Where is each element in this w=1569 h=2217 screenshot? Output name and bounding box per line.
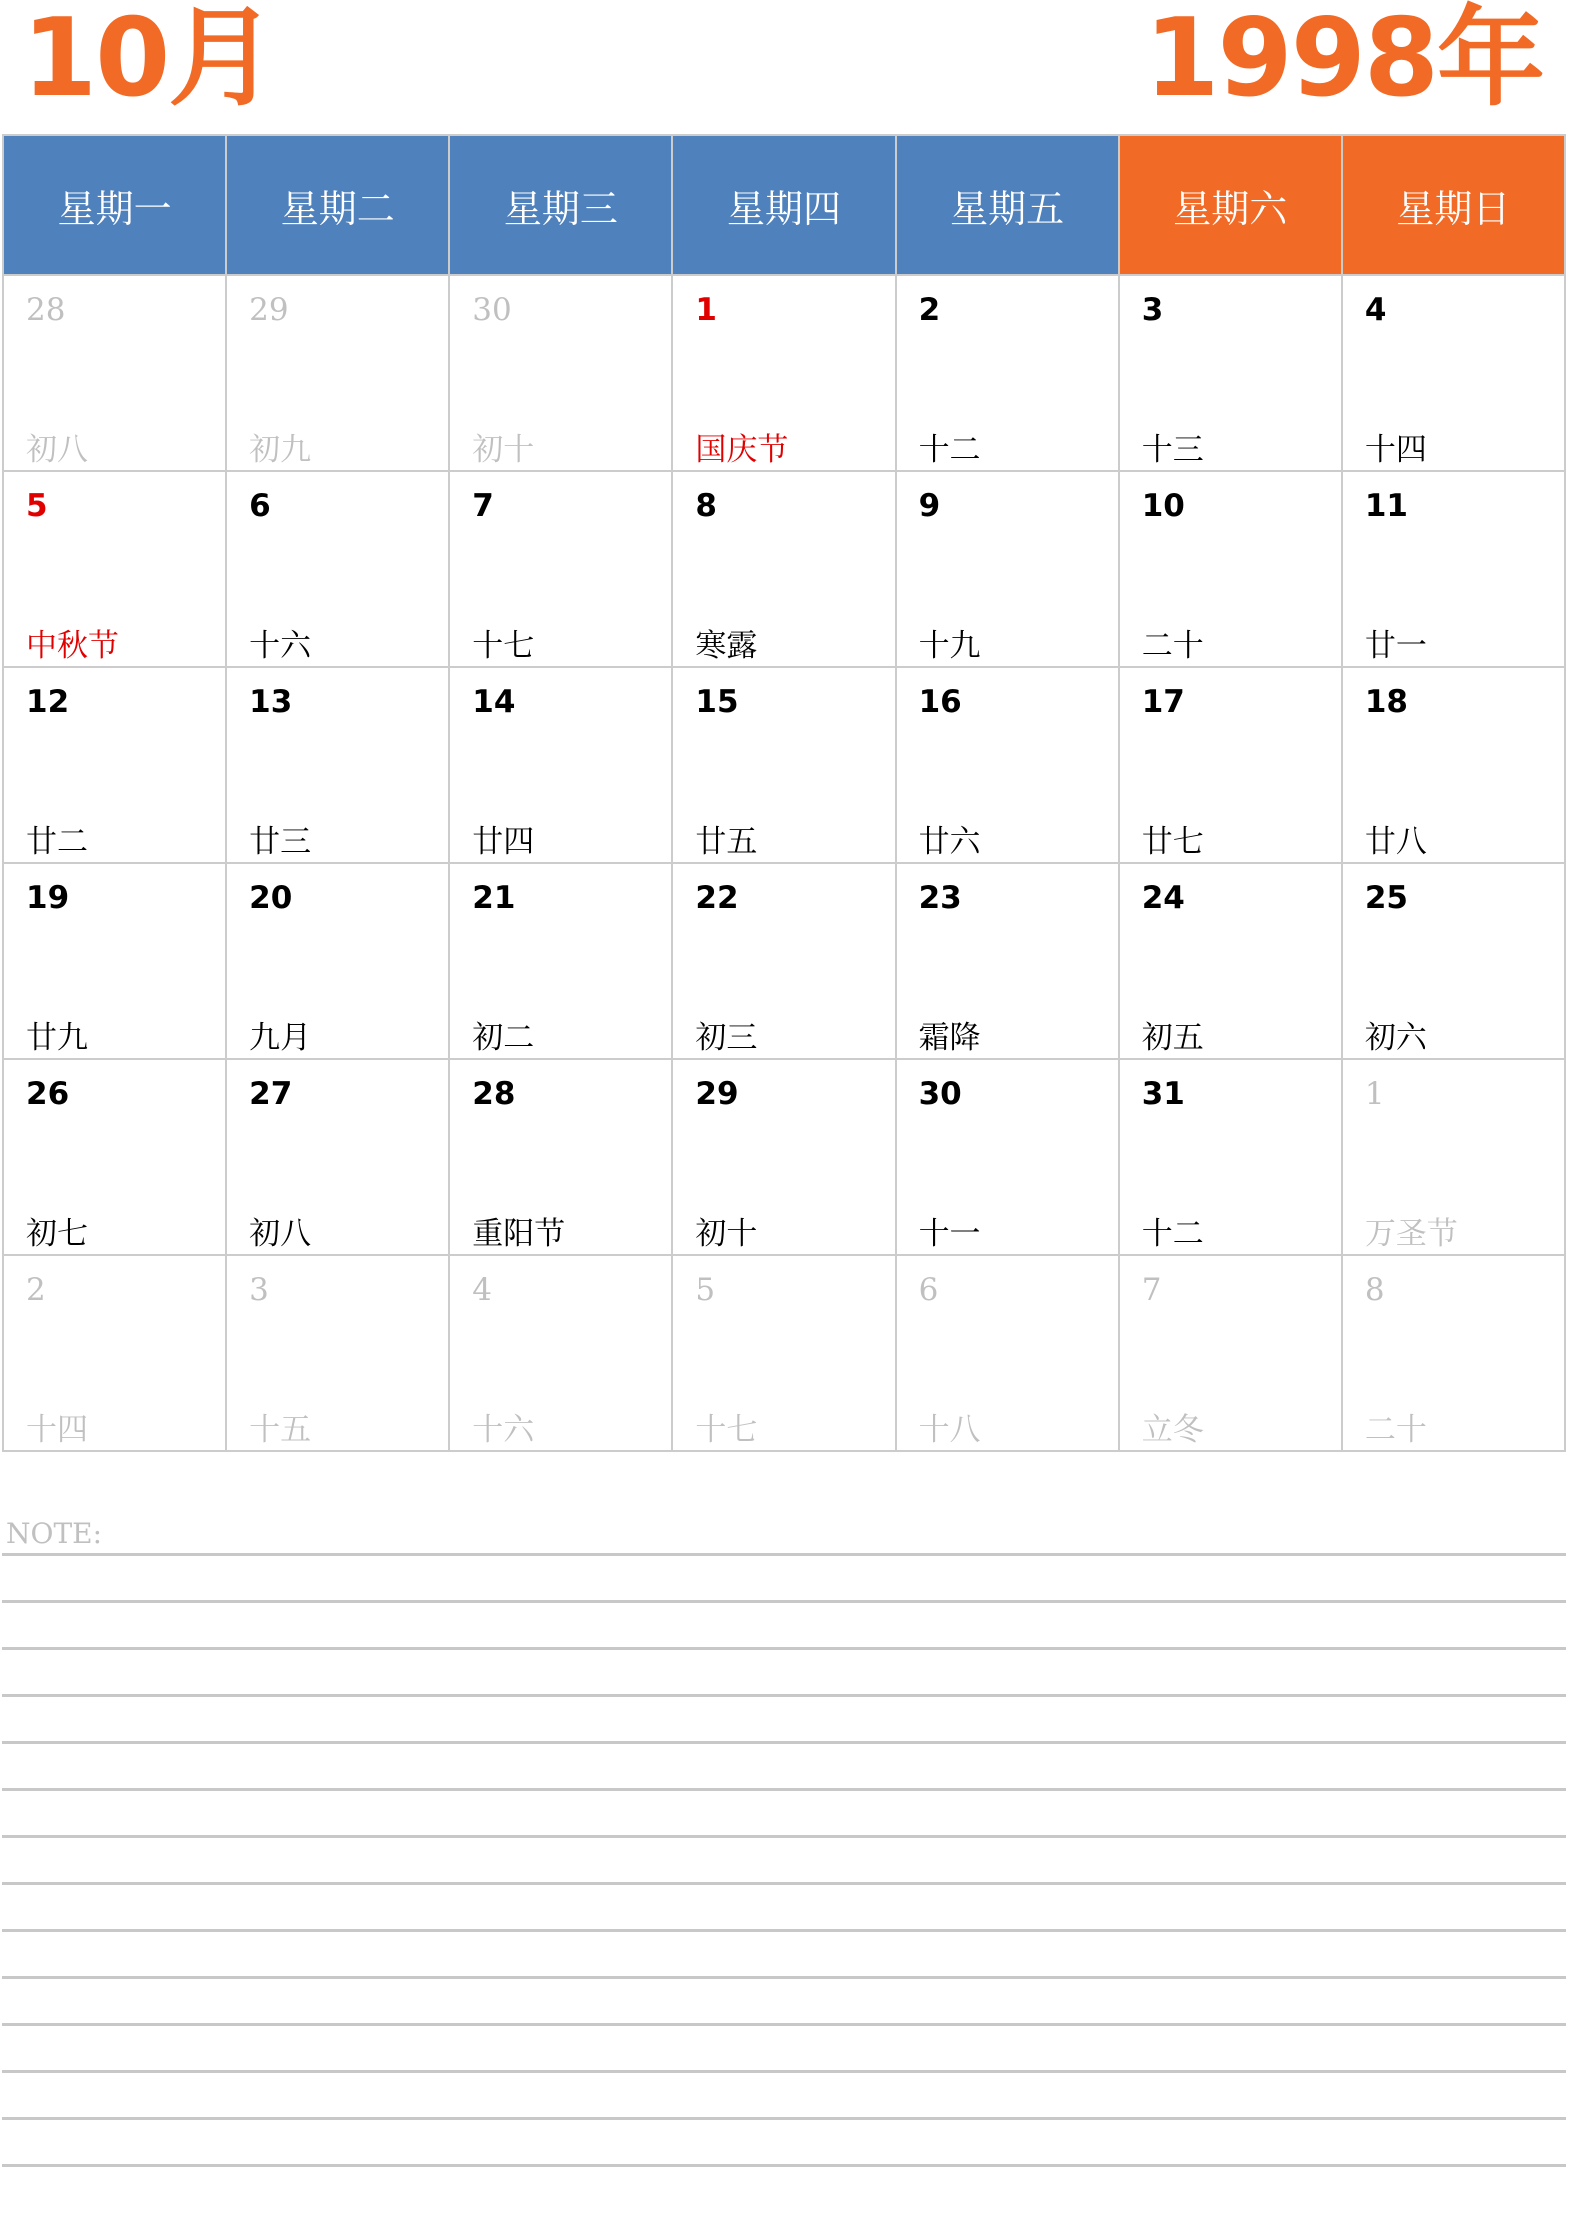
week-row [3, 667, 1565, 863]
note-line [2, 1553, 1566, 1556]
note-line [2, 2023, 1566, 2026]
lunar-date: 初六 [1364, 1020, 1427, 1056]
day-cell[interactable] [226, 1059, 449, 1255]
lunar-date: 十九 [918, 628, 981, 664]
weekday-header: 星期五 [896, 135, 1119, 275]
lunar-date: 十四 [1364, 432, 1427, 468]
lunar-date: 初九 [249, 432, 312, 468]
note-line [2, 1788, 1566, 1791]
day-number: 8 [1364, 1272, 1385, 1308]
day-number: 2 [26, 1272, 46, 1308]
day-number: 17 [1141, 684, 1185, 720]
note-label: NOTE: [6, 1517, 103, 1550]
calendar-grid [2, 134, 1566, 1452]
lunar-date: 十一 [918, 1216, 981, 1252]
day-cell[interactable] [449, 471, 672, 667]
day-number: 4 [1364, 292, 1387, 328]
lunar-date: 十七 [472, 628, 535, 664]
lunar-date: 霜降 [918, 1020, 981, 1056]
day-number: 21 [472, 880, 516, 916]
lunar-date: 初十 [695, 1216, 758, 1252]
day-cell[interactable] [226, 471, 449, 667]
lunar-date: 初七 [26, 1216, 88, 1252]
day-number: 8 [695, 488, 717, 524]
day-cell[interactable] [449, 667, 672, 863]
day-number: 9 [918, 488, 941, 524]
note-line [2, 1600, 1566, 1603]
day-cell[interactable] [226, 275, 449, 471]
lunar-date: 廿二 [26, 824, 88, 860]
lunar-date: 十四 [26, 1412, 88, 1448]
lunar-date: 十二 [1141, 1216, 1204, 1252]
day-cell[interactable] [226, 667, 449, 863]
weekday-header: 星期三 [449, 135, 672, 275]
day-number: 30 [918, 1076, 962, 1112]
day-cell[interactable] [1342, 1059, 1565, 1255]
day-cell[interactable] [3, 471, 226, 667]
lunar-date: 廿九 [26, 1020, 88, 1056]
day-cell[interactable] [449, 863, 672, 1059]
lunar-date: 十二 [918, 432, 981, 468]
note-line [2, 2070, 1566, 2073]
day-cell[interactable] [672, 1255, 895, 1451]
weekday-header: 星期四 [672, 135, 895, 275]
day-cell[interactable] [3, 863, 226, 1059]
lunar-date: 十六 [249, 628, 312, 664]
lunar-date: 廿六 [918, 824, 981, 860]
day-cell[interactable] [449, 275, 672, 471]
weekday-header: 星期六 [1119, 135, 1342, 275]
day-number: 27 [249, 1076, 293, 1112]
day-number: 25 [1364, 880, 1408, 916]
day-cell[interactable] [896, 1255, 1119, 1451]
day-number: 14 [472, 684, 516, 720]
day-cell[interactable] [3, 667, 226, 863]
month-title: 10月 [22, 0, 275, 121]
day-number: 19 [26, 880, 70, 916]
day-cell[interactable] [449, 1255, 672, 1451]
day-cell[interactable] [1342, 1255, 1565, 1451]
lunar-date: 万圣节 [1364, 1216, 1458, 1252]
lunar-date: 初十 [472, 432, 535, 468]
day-cell[interactable] [1342, 275, 1565, 471]
day-number: 24 [1141, 880, 1185, 916]
lunar-date: 二十 [1141, 628, 1204, 664]
lunar-date: 廿四 [472, 824, 535, 860]
weekday-header: 星期二 [226, 135, 449, 275]
day-number: 6 [918, 1272, 939, 1308]
day-cell[interactable] [672, 275, 895, 471]
lunar-date: 廿七 [1141, 824, 1204, 860]
lunar-date: 初二 [472, 1020, 535, 1056]
day-number: 16 [918, 684, 962, 720]
day-number: 13 [249, 684, 293, 720]
day-number: 30 [472, 292, 512, 328]
note-line [2, 1741, 1566, 1744]
day-cell[interactable] [3, 275, 226, 471]
day-cell[interactable] [896, 863, 1119, 1059]
day-cell[interactable] [1119, 275, 1342, 471]
day-number: 3 [1141, 292, 1164, 328]
day-cell[interactable] [1119, 667, 1342, 863]
day-cell[interactable] [672, 471, 895, 667]
week-row [3, 1059, 1565, 1255]
day-number: 3 [249, 1272, 269, 1308]
day-cell[interactable] [226, 1255, 449, 1451]
lunar-date: 初八 [249, 1216, 312, 1252]
lunar-date: 十六 [472, 1412, 535, 1448]
day-cell[interactable] [1342, 471, 1565, 667]
day-number: 2 [918, 292, 941, 328]
lunar-date: 初五 [1141, 1020, 1204, 1056]
lunar-date: 初三 [695, 1020, 758, 1056]
lunar-date: 寒露 [695, 628, 758, 664]
day-cell[interactable] [1342, 863, 1565, 1059]
day-number: 5 [695, 1272, 716, 1308]
weekday-header: 星期一 [3, 135, 226, 275]
note-line [2, 1647, 1566, 1650]
lunar-date: 十三 [1141, 432, 1204, 468]
day-number: 18 [1364, 684, 1408, 720]
day-cell[interactable] [1342, 667, 1565, 863]
week-row [3, 1255, 1565, 1451]
weekday-header-row [3, 135, 1565, 275]
day-number: 10 [1141, 488, 1185, 524]
day-number: 28 [26, 292, 66, 328]
day-number: 20 [249, 880, 293, 916]
day-number: 5 [26, 488, 48, 524]
day-cell[interactable] [3, 1059, 226, 1255]
day-cell[interactable] [896, 667, 1119, 863]
lunar-date: 十五 [249, 1412, 312, 1448]
note-line [2, 1882, 1566, 1885]
year-title: 1998年 [1144, 0, 1543, 121]
day-number: 12 [26, 684, 70, 720]
day-number: 4 [472, 1272, 493, 1308]
day-cell[interactable] [449, 1059, 672, 1255]
lunar-date: 廿一 [1364, 628, 1427, 664]
day-number: 28 [472, 1076, 516, 1112]
day-number: 29 [695, 1076, 739, 1112]
note-line [2, 1976, 1566, 1979]
day-cell[interactable] [672, 667, 895, 863]
day-number: 29 [249, 292, 289, 328]
day-number: 22 [695, 880, 739, 916]
day-number: 11 [1364, 488, 1408, 524]
day-cell[interactable] [1119, 1059, 1342, 1255]
day-cell[interactable] [896, 471, 1119, 667]
week-row [3, 863, 1565, 1059]
lunar-date: 廿八 [1364, 824, 1427, 860]
day-cell[interactable] [672, 863, 895, 1059]
day-cell[interactable] [896, 1059, 1119, 1255]
lunar-date: 十八 [918, 1412, 981, 1448]
day-number: 15 [695, 684, 739, 720]
note-line [2, 1694, 1566, 1697]
lunar-date: 立冬 [1141, 1412, 1204, 1448]
lunar-date: 初八 [26, 432, 88, 468]
lunar-date: 十七 [695, 1412, 758, 1448]
day-cell[interactable] [226, 863, 449, 1059]
lunar-date: 廿五 [695, 824, 758, 860]
note-line [2, 2117, 1566, 2120]
lunar-date: 重阳节 [472, 1216, 566, 1252]
lunar-date: 二十 [1364, 1412, 1427, 1448]
day-number: 6 [249, 488, 271, 524]
weekday-header: 星期日 [1342, 135, 1565, 275]
lunar-date: 九月 [249, 1020, 312, 1056]
day-number: 1 [695, 292, 717, 328]
lunar-date: 国庆节 [695, 432, 789, 468]
week-row [3, 275, 1565, 471]
day-number: 31 [1141, 1076, 1185, 1112]
day-cell[interactable] [1119, 863, 1342, 1059]
note-line [2, 1835, 1566, 1838]
day-cell[interactable] [1119, 471, 1342, 667]
calendar-header [0, 0, 1569, 130]
day-number: 7 [1141, 1272, 1162, 1308]
day-number: 1 [1364, 1076, 1385, 1112]
week-row [3, 471, 1565, 667]
day-number: 23 [918, 880, 962, 916]
calendar-body [3, 275, 1565, 1451]
note-line [2, 1929, 1566, 1932]
day-cell[interactable] [1119, 1255, 1342, 1451]
day-cell[interactable] [896, 275, 1119, 471]
day-cell[interactable] [3, 1255, 226, 1451]
day-cell[interactable] [672, 1059, 895, 1255]
day-number: 26 [26, 1076, 70, 1112]
lunar-date: 中秋节 [26, 628, 119, 664]
lunar-date: 廿三 [249, 824, 312, 860]
note-line [2, 2164, 1566, 2167]
day-number: 7 [472, 488, 494, 524]
